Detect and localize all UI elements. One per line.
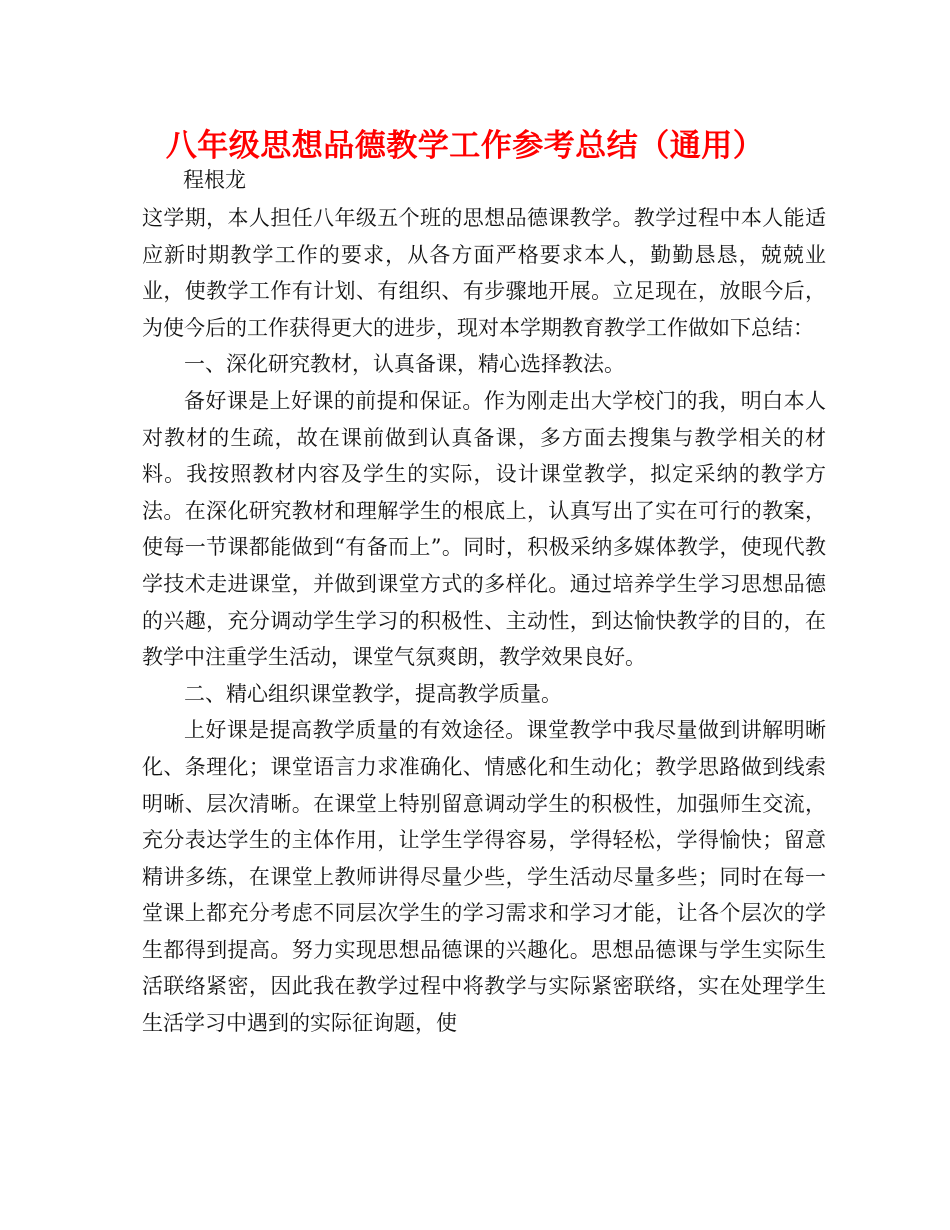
paragraph-section-2: 上好课是提高教学质量的有效途径。课堂教学中我尽量做到讲解明晰化、条理化；课堂语言力求准确化、情感化和生动化；教学思路做到线索明晰、层次清晰。在课堂上特别留意调动学生的积极性，加强师生交流，充分表达学生的主体作用，让学生学得容易，学得轻松，学得愉快；留意精讲多练，在课堂上教师讲得尽量少些，学生活动尽量多些；同时在每一堂课上都充分考虑不同层次学生的学习需求和学习才能，让各个层次的学生都得到提高。努力实现思想品德课的兴趣化。思想品德课与学生实际生活联络紧密，因此我在教学过程中将教学与实际紧密联络，实在处理学生生活学习中遇到的实际征询题，使 (142, 718, 826, 1036)
section-heading-1: 一、深化研究教材，认真备课，精心选择教法。 (184, 352, 625, 377)
paragraph-intro: 这学期，本人担任八年级五个班的思想品德课教学。教学过程中本人能适应新时期教学工作的要求，从各方面严格要求本人，勤勤恳恳，兢兢业业，使教学工作有计划、有组织、有步骤地开展。立足现在，放眼今后，为使今后的工作获得更大的进步，现对本学期教育教学工作做如下总结： (142, 206, 826, 340)
document-title: 八年级思想品德教学工作参考总结（通用） (165, 128, 765, 164)
section-heading-2: 二、精心组织课堂教学，提高教学质量。 (184, 681, 562, 706)
author-name: 程根龙 (183, 168, 246, 192)
paragraph-section-1: 备好课是上好课的前提和保证。作为刚走出大学校门的我，明白本人对教材的生疏，故在课前做到认真备课，多方面去搜集与教学相关的材料。我按照教材内容及学生的实际，设计课堂教学，拟定采纳的教学方法。在深化研究教材和理解学生的根底上，认真写出了实在可行的教案，使每一节课都能做到“有备而上”。同时，积极采纳多媒体教学，使现代教学技术走进课堂，并做到课堂方式的多样化。通过培养学生学习思想品德的兴趣，充分调动学生学习的积极性、主动性，到达愉快教学的目的，在教学中注重学生活动，课堂气氛爽朗，教学效果良好。 (142, 388, 826, 670)
document-body (142, 200, 826, 1042)
